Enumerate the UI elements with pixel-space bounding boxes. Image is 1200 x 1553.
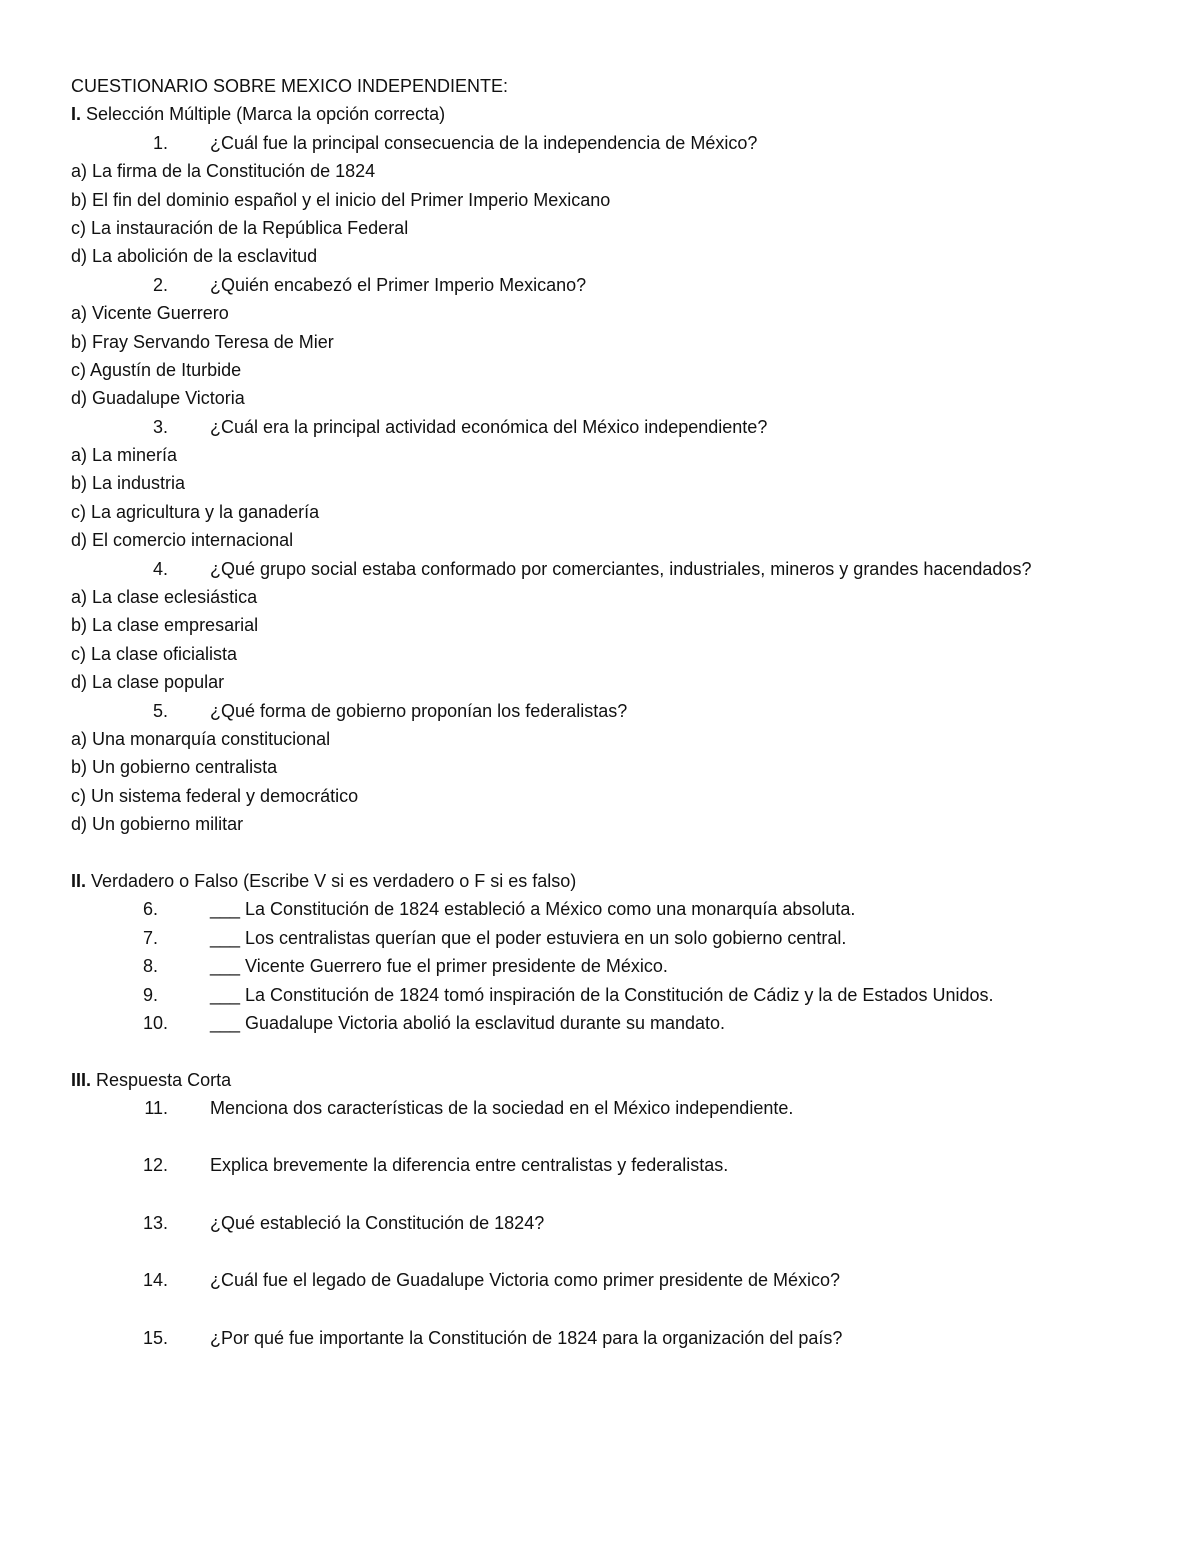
question-number: 5. bbox=[152, 700, 168, 721]
true-false-item-10 bbox=[71, 1009, 1151, 1037]
option-4d: d) La clase popular bbox=[71, 672, 225, 693]
question-1 bbox=[71, 129, 1151, 157]
item-number: 14. bbox=[142, 1270, 168, 1291]
short-answer-item-11 bbox=[71, 1094, 1151, 1122]
option-3a: a) La minería bbox=[71, 445, 178, 466]
item-text: ¿Qué estableció la Constitución de 1824? bbox=[210, 1212, 545, 1233]
item-text: ___ Los centralistas querían que el poder estuviera en un solo gobierno central. bbox=[210, 927, 847, 948]
item-number: 7. bbox=[142, 927, 158, 948]
item-text: Explica brevemente la diferencia entre centralistas y federalistas. bbox=[210, 1155, 729, 1176]
option-4a: a) La clase eclesiástica bbox=[71, 587, 258, 608]
section-2-heading-text: Verdadero o Falso (Escribe V si es verdadero o F si es falso) bbox=[91, 870, 577, 891]
option-2c: c) Agustín de Iturbide bbox=[71, 359, 242, 380]
short-answer-item-13 bbox=[71, 1209, 1151, 1237]
option-2b: b) Fray Servando Teresa de Mier bbox=[71, 331, 334, 352]
section-3-heading bbox=[71, 1066, 1151, 1094]
item-number: 12. bbox=[142, 1155, 168, 1176]
section-3-numeral: III. bbox=[71, 1069, 92, 1090]
short-answer-item-15 bbox=[71, 1324, 1151, 1352]
item-text: ___ La Constitución de 1824 tomó inspiración de la Constitución de Cádiz y la de Estados Unidos. bbox=[210, 984, 994, 1005]
question-4 bbox=[71, 555, 1151, 583]
section-1-heading bbox=[71, 100, 1151, 128]
question-text: ¿Cuál era la principal actividad económica del México independiente? bbox=[210, 416, 768, 437]
item-text: ¿Por qué fue importante la Constitución de 1824 para la organización del país? bbox=[210, 1327, 843, 1348]
true-false-item-6 bbox=[71, 895, 1151, 923]
document-title: CUESTIONARIO SOBRE MEXICO INDEPENDIENTE: bbox=[71, 76, 509, 96]
section-1-numeral: I. bbox=[71, 104, 82, 125]
item-text: Menciona dos características de la sociedad en el México independiente. bbox=[210, 1098, 794, 1119]
option-1a: a) La firma de la Constitución de 1824 bbox=[71, 161, 376, 182]
true-false-item-7 bbox=[71, 924, 1151, 952]
option-2d: d) Guadalupe Victoria bbox=[71, 388, 245, 409]
option-3c: c) La agricultura y la ganadería bbox=[71, 501, 320, 522]
item-number: 9. bbox=[142, 984, 158, 1005]
section-2-numeral: II. bbox=[71, 870, 87, 891]
spacer bbox=[71, 1037, 1151, 1065]
option-1d: d) La abolición de la esclavitud bbox=[71, 246, 318, 267]
question-2 bbox=[71, 271, 1151, 299]
answer-space bbox=[71, 1295, 1151, 1324]
item-text: ___ Vicente Guerrero fue el primer presidente de México. bbox=[210, 956, 668, 977]
option-3d: d) El comercio internacional bbox=[71, 530, 294, 551]
short-answer-item-14 bbox=[71, 1266, 1151, 1294]
option-5c: c) Un sistema federal y democrático bbox=[71, 785, 359, 806]
true-false-item-8 bbox=[71, 952, 1151, 980]
question-5 bbox=[71, 697, 1151, 725]
option-3b: b) La industria bbox=[71, 473, 186, 494]
option-2a: a) Vicente Guerrero bbox=[71, 303, 229, 324]
question-text: ¿Quién encabezó el Primer Imperio Mexicano? bbox=[210, 274, 587, 295]
option-1b: b) El fin del dominio español y el inicio del Primer Imperio Mexicano bbox=[71, 189, 611, 210]
document-page bbox=[71, 72, 1151, 1352]
option-5b: b) Un gobierno centralista bbox=[71, 757, 278, 778]
section-3-heading-text: Respuesta Corta bbox=[96, 1069, 232, 1090]
question-number: 4. bbox=[152, 558, 168, 579]
question-text: ¿Qué grupo social estaba conformado por comerciantes, industriales, mineros y grandes hacendados? bbox=[210, 558, 1032, 579]
option-5a: a) Una monarquía constitucional bbox=[71, 728, 331, 749]
item-number: 8. bbox=[142, 956, 158, 977]
option-1c: c) La instauración de la República Federal bbox=[71, 217, 409, 238]
true-false-item-9 bbox=[71, 981, 1151, 1009]
answer-space bbox=[71, 1122, 1151, 1151]
answer-space bbox=[71, 1180, 1151, 1209]
question-text: ¿Qué forma de gobierno proponían los federalistas? bbox=[210, 700, 628, 721]
item-text: ___ Guadalupe Victoria abolió la esclavitud durante su mandato. bbox=[210, 1012, 726, 1033]
item-number: 6. bbox=[142, 899, 158, 920]
spacer bbox=[71, 839, 1151, 867]
option-5d: d) Un gobierno militar bbox=[71, 814, 244, 835]
short-answer-item-12 bbox=[71, 1151, 1151, 1179]
item-number: 15. bbox=[142, 1327, 168, 1348]
option-4c: c) La clase oficialista bbox=[71, 643, 238, 664]
question-number: 2. bbox=[152, 274, 168, 295]
question-text: ¿Cuál fue la principal consecuencia de la independencia de México? bbox=[210, 132, 758, 153]
item-number: 13. bbox=[142, 1212, 168, 1233]
option-4b: b) La clase empresarial bbox=[71, 615, 259, 636]
answer-space bbox=[71, 1237, 1151, 1266]
section-1-heading-text: Selección Múltiple (Marca la opción correcta) bbox=[86, 104, 446, 125]
question-number: 3. bbox=[152, 416, 168, 437]
item-number: 11. bbox=[144, 1098, 168, 1119]
section-2-heading bbox=[71, 867, 1151, 895]
item-text: ___ La Constitución de 1824 estableció a México como una monarquía absoluta. bbox=[210, 899, 856, 920]
item-text: ¿Cuál fue el legado de Guadalupe Victoria como primer presidente de México? bbox=[210, 1270, 841, 1291]
question-3 bbox=[71, 413, 1151, 441]
question-number: 1. bbox=[152, 132, 168, 153]
item-number: 10. bbox=[142, 1012, 168, 1033]
